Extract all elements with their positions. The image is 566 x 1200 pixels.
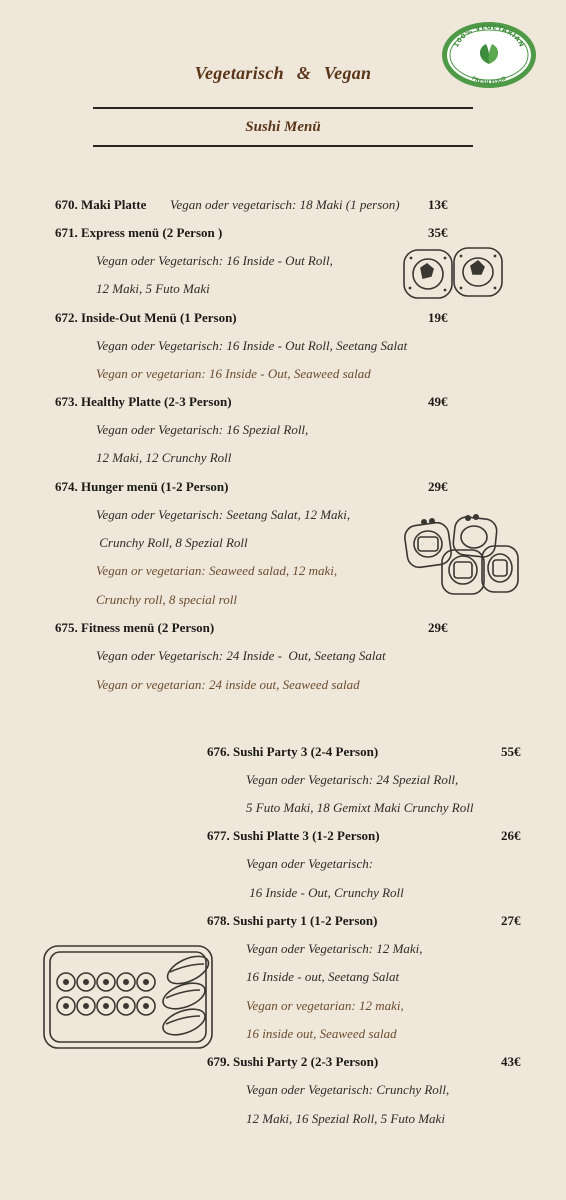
item-description-line: Vegan oder Vegetarisch: 12 Maki, bbox=[246, 941, 423, 956]
item-name: 676. Sushi Party 3 (2-4 Person) bbox=[207, 744, 379, 759]
item-price: 29€ bbox=[428, 479, 448, 494]
item-name: 673. Healthy Platte (2-3 Person) bbox=[55, 394, 232, 409]
item-description-line: Vegan oder Vegetarisch: bbox=[246, 856, 374, 871]
item-description-line: 16 inside out, Seaweed salad bbox=[246, 1026, 397, 1041]
item-name: 675. Fitness menü (2 Person) bbox=[55, 620, 215, 635]
item-description-line: Vegan oder Vegetarisch: Crunchy Roll, bbox=[246, 1082, 450, 1097]
item-description-line: Vegan or vegetarian: 16 Inside - Out, Seaweed salad bbox=[96, 366, 371, 381]
item-price: 49€ bbox=[428, 394, 448, 409]
sushi-tray-icon bbox=[40, 942, 216, 1052]
item-description-line: 12 Maki, 12 Crunchy Roll bbox=[96, 450, 232, 465]
item-price: 35€ bbox=[428, 225, 448, 240]
item-description-line: 12 Maki, 16 Spezial Roll, 5 Futo Maki bbox=[246, 1111, 445, 1126]
item-description-line: Vegan oder Vegetarisch: 16 Inside - Out Roll, Seetang Salat bbox=[96, 338, 408, 353]
sushi-rolls-icon bbox=[401, 244, 505, 302]
page-title: Vegetarisch & Vegan bbox=[194, 63, 372, 83]
item-description-line: Vegan oder Vegetarisch: 16 Inside - Out Roll, bbox=[96, 253, 333, 268]
item-name: 679. Sushi Party 2 (2-3 Person) bbox=[207, 1054, 379, 1069]
item-name: 677. Sushi Platte 3 (1-2 Person) bbox=[207, 828, 380, 843]
item-name: 670. Maki Platte bbox=[55, 197, 147, 212]
item-description-line: Vegan or vegetarian: 24 inside out, Seaweed salad bbox=[96, 677, 360, 692]
item-name: 671. Express menü (2 Person ) bbox=[55, 225, 223, 240]
divider bbox=[93, 145, 473, 147]
divider bbox=[93, 107, 473, 109]
item-price: 43€ bbox=[501, 1054, 521, 1069]
item-name: 672. Inside-Out Menü (1 Person) bbox=[55, 310, 237, 325]
sushi-pieces-icon bbox=[402, 512, 520, 598]
item-price: 26€ bbox=[501, 828, 521, 843]
menu-subtitle: Sushi Menü bbox=[245, 119, 321, 135]
item-description-line: Vegan oder Vegetarisch: 24 Spezial Roll, bbox=[246, 772, 459, 787]
item-description-line: Vegan oder Vegetarisch: 16 Spezial Roll, bbox=[96, 422, 309, 437]
item-name: 678. Sushi party 1 (1-2 Person) bbox=[207, 913, 378, 928]
item-description-line: 16 Inside - out, Seetang Salat bbox=[246, 969, 400, 984]
vegetarian-badge bbox=[440, 20, 538, 90]
item-price: 13€ bbox=[428, 197, 448, 212]
item-description-line: 5 Futo Maki, 18 Gemixt Maki Crunchy Roll bbox=[246, 800, 474, 815]
item-description-line: Vegan oder Vegetarisch: Seetang Salat, 12 Maki, bbox=[96, 507, 351, 522]
item-price: 55€ bbox=[501, 744, 521, 759]
item-description-line: Vegan or vegetarian: Seaweed salad, 12 maki, bbox=[96, 563, 338, 578]
item-description-line: Vegan or vegetarian: 12 maki, bbox=[246, 998, 404, 1013]
item-inline-description: Vegan oder vegetarisch: 18 Maki (1 person) bbox=[170, 197, 400, 212]
item-price: 29€ bbox=[428, 620, 448, 635]
item-description-line: Crunchy Roll, 8 Spezial Roll bbox=[96, 535, 248, 550]
badge-top-text: 100% VEGETARIAN bbox=[452, 22, 526, 49]
item-description-line: Vegan oder Vegetarisch: 24 Inside - Out, Seetang Salat bbox=[96, 648, 386, 663]
badge-bottom-text: FRESH FOOD bbox=[470, 75, 508, 87]
item-price: 19€ bbox=[428, 310, 448, 325]
item-name: 674. Hunger menü (1-2 Person) bbox=[55, 479, 229, 494]
item-description-line: Crunchy roll, 8 special roll bbox=[96, 592, 237, 607]
item-description-line: 12 Maki, 5 Futo Maki bbox=[96, 281, 210, 296]
item-price: 27€ bbox=[501, 913, 521, 928]
item-description-line: 16 Inside - Out, Crunchy Roll bbox=[246, 885, 404, 900]
